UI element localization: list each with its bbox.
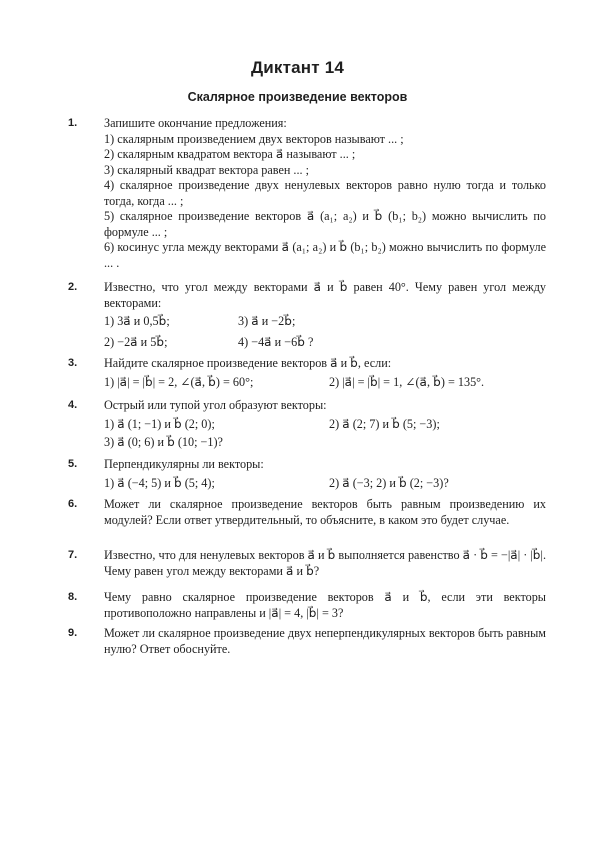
- page-subtitle: Скалярное произведение векторов: [187, 90, 408, 104]
- option: 2) −2a⃗ и 5b⃗;: [104, 334, 168, 349]
- task-number: 6.: [68, 498, 78, 510]
- task-text: Острый или тупой угол образуют векторы:: [104, 398, 327, 412]
- task-text: Может ли скалярное произведение векторов быть равным произведению их модулей? Если ответ утвердительный, то объясните, в каком это будет случае.: [104, 497, 546, 527]
- task-number: 2.: [68, 281, 78, 293]
- task-body: [104, 356, 546, 390]
- task-body: [104, 116, 546, 271]
- option: 1) a⃗ (−4; 5) и b⃗ (5; 4);: [104, 475, 215, 490]
- option: 2) a⃗ (−3; 2) и b⃗ (2; −3)?: [329, 475, 449, 490]
- sub-item: 2) скалярным квадратом вектора a⃗ называют ... ;: [104, 147, 356, 161]
- page-title: Диктант 14: [250, 58, 345, 77]
- option-row: [104, 435, 546, 451]
- option: 4) −4a⃗ и −6b⃗ ?: [238, 334, 314, 349]
- task-body: [104, 590, 546, 621]
- option-row: [104, 335, 546, 351]
- task-number: 3.: [68, 357, 78, 369]
- option: 1) |a⃗| = |b⃗| = 2, ∠(a⃗, b⃗) = 60°;: [104, 374, 254, 389]
- task-body: [104, 457, 546, 491]
- task-body: [104, 497, 546, 528]
- task-text: Найдите скалярное произведение векторов a⃗ и b⃗, если:: [104, 356, 392, 370]
- task-text: Может ли скалярное произведение двух неперпендикулярных векторов быть равным нулю? Ответ обоснуйте.: [104, 626, 546, 656]
- task-number: 9.: [68, 627, 78, 639]
- sub-item: 6) косинус угла между векторами a⃗ (a₁; a₂) и b⃗ (b₁; b₂) можно вычислить по формуле ... .: [104, 240, 546, 270]
- task-body: [104, 626, 546, 657]
- option: 3) a⃗ (0; 6) и b⃗ (10; −1)?: [104, 435, 223, 449]
- option-row: [104, 417, 546, 433]
- task-text: Известно, что для ненулевых векторов a⃗ и b⃗ выполняется равенство a⃗ · b⃗ = −|a⃗| · |b⃗|. Чему равен угол между векторами a⃗ и b⃗?: [104, 548, 546, 578]
- task-text: Чему равно скалярное произведение векторов a⃗ и b⃗, если эти векторы противоположно направлены и |a⃗| = 4, |b⃗| = 3?: [104, 590, 546, 620]
- task-number: 5.: [68, 458, 78, 470]
- sub-item: 3) скалярный квадрат вектора равен ... ;: [104, 162, 310, 177]
- task-number: 8.: [68, 591, 78, 603]
- sub-item: 1) скалярным произведением двух векторов называют ... ;: [104, 131, 404, 146]
- option-row: [104, 314, 546, 330]
- task-number: 7.: [68, 549, 78, 561]
- option: 2) a⃗ (2; 7) и b⃗ (5; −3);: [329, 416, 440, 431]
- task-body: [104, 398, 546, 451]
- option: 1) 3a⃗ и 0,5b⃗;: [104, 314, 170, 328]
- option: 2) |a⃗| = |b⃗| = 1, ∠(a⃗, b⃗) = 135°.: [329, 374, 485, 389]
- sub-item: 5) скалярное произведение векторов a⃗ (a₁; a₂) и b⃗ (b₁; b₂) можно вычислить по формуле ... ;: [104, 209, 546, 239]
- option: 1) a⃗ (1; −1) и b⃗ (2; 0);: [104, 416, 215, 431]
- task-text: Перпендикулярны ли векторы:: [104, 457, 264, 471]
- task-number: 1.: [68, 117, 78, 129]
- task-body: [104, 548, 546, 579]
- option-row: [104, 375, 546, 391]
- sub-item: 4) скалярное произведение двух ненулевых векторов равно нулю тогда и только тогда, когда ... ;: [104, 178, 546, 208]
- option: 3) a⃗ и −2b⃗;: [238, 314, 296, 328]
- task-text: Известно, что угол между векторами a⃗ и b⃗ равен 40°. Чему равен угол между векторами:: [104, 280, 546, 310]
- task-body: [104, 280, 546, 350]
- task-number: 4.: [68, 399, 78, 411]
- option-row: [104, 476, 546, 492]
- task-text: Запишите окончание предложения:: [104, 116, 287, 130]
